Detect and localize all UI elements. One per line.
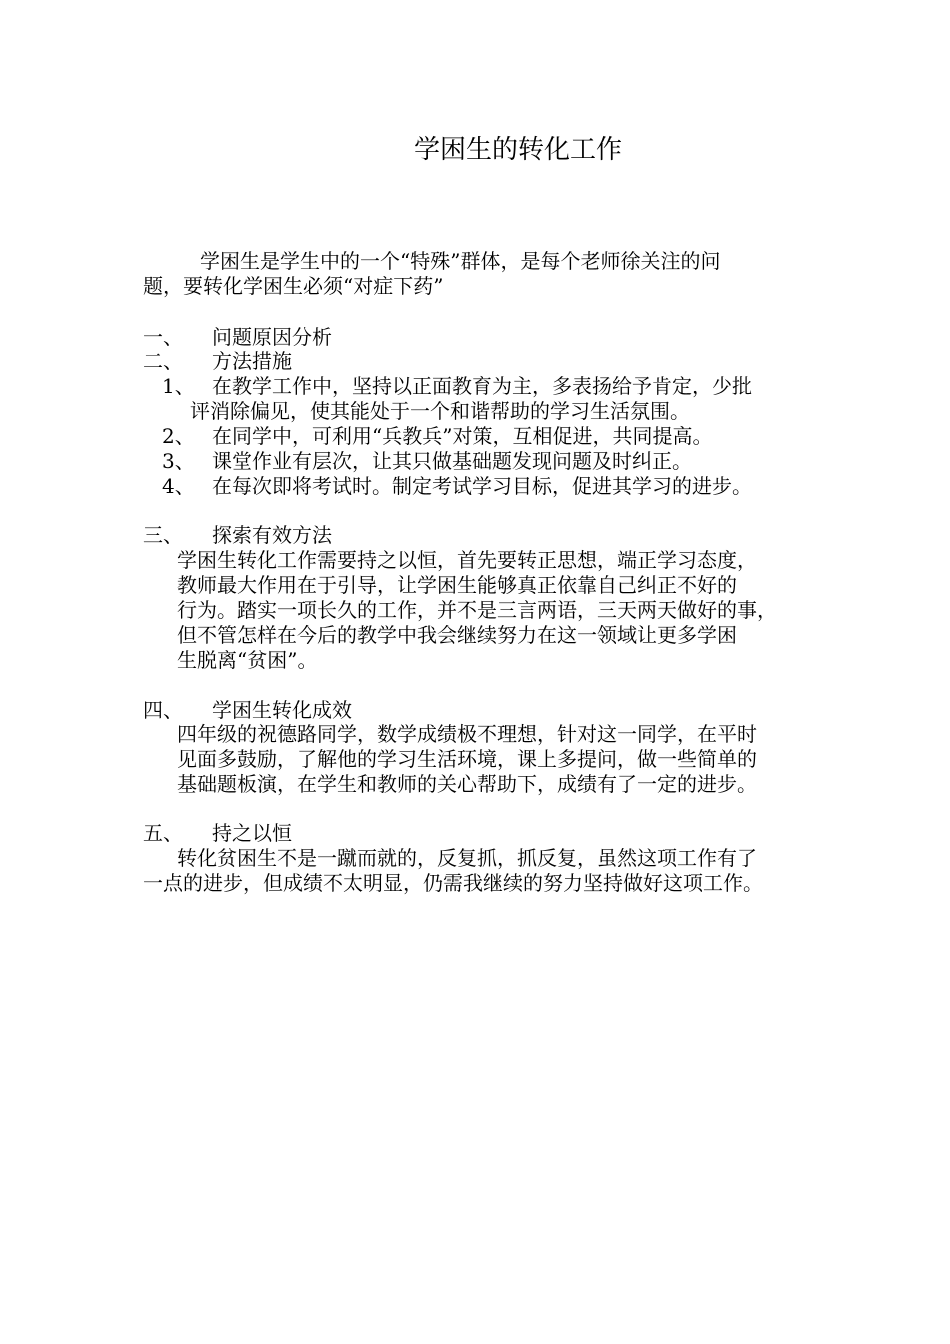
section-5-title: 持之以恒	[212, 821, 292, 845]
list-item-number: 2、	[162, 424, 195, 448]
section-5-line: 一点的进步，但成绩不太明显，仍需我继续的努力坚持做好这项工作。	[143, 871, 763, 895]
list-item-number: 1、	[162, 374, 195, 398]
section-5-heading	[143, 821, 292, 845]
section-5-number: 五、	[143, 821, 183, 845]
section-3-line: 但不管怎样在今后的教学中我会继续努力在这一领域让更多学困	[177, 623, 737, 647]
list-item-number: 3、	[162, 449, 195, 473]
list-item	[162, 424, 712, 448]
list-item-text: 在同学中，可利用“兵教兵”对策，互相促进，共同提高。	[212, 424, 713, 448]
list-item	[162, 474, 752, 498]
section-3-line: 教师最大作用在于引导，让学困生能够真正依靠自己纠正不好的	[177, 573, 737, 597]
section-3-title: 探索有效方法	[212, 523, 332, 547]
section-1-title: 问题原因分析	[212, 325, 332, 349]
list-item-text: 在每次即将考试时。制定考试学习目标，促进其学习的进步。	[212, 474, 752, 498]
section-4-title: 学困生转化成效	[212, 698, 352, 722]
section-5-line: 转化贫困生不是一蹴而就的，反复抓，抓反复，虽然这项工作有了	[177, 846, 757, 870]
section-1-heading	[143, 325, 332, 349]
section-2-title: 方法措施	[212, 349, 292, 373]
section-2-number: 二、	[143, 349, 183, 373]
list-item	[162, 374, 752, 398]
list-item	[162, 449, 692, 473]
list-item-continuation: 评消除偏见，使其能处于一个和谐帮助的学习生活氛围。	[190, 399, 690, 423]
document-title: 学困生的转化工作	[413, 135, 622, 165]
section-3-number: 三、	[143, 523, 183, 547]
section-4-number: 四、	[143, 698, 183, 722]
section-2-heading	[143, 349, 292, 373]
section-3-line: 行为。踏实一项长久的工作，并不是三言两语，三天两天做好的事，	[177, 598, 777, 622]
list-item-number: 4、	[162, 474, 195, 498]
section-4-line: 见面多鼓励，了解他的学习生活环境，课上多提问，做一些简单的	[177, 747, 757, 771]
section-4-heading	[143, 698, 352, 722]
list-item-text: 在教学工作中，坚持以正面教育为主，多表扬给予肯定，少批	[212, 374, 752, 398]
section-3-heading	[143, 523, 332, 547]
intro-line-2: 题，要转化学困生必须“对症下药”	[143, 274, 444, 298]
section-4-line: 四年级的祝德路同学，数学成绩极不理想，针对这一同学，在平时	[177, 722, 757, 746]
section-3-line: 生脱离“贫困”。	[177, 648, 318, 672]
section-1-number: 一、	[143, 325, 183, 349]
section-4-line: 基础题板演，在学生和教师的关心帮助下，成绩有了一定的进步。	[177, 772, 757, 796]
section-3-line: 学困生转化工作需要持之以恒，首先要转正思想，端正学习态度，	[177, 548, 757, 572]
intro-line-1: 学困生是学生中的一个“特殊”群体，是每个老师徐关注的问	[200, 249, 721, 273]
list-item-text: 课堂作业有层次，让其只做基础题发现问题及时纠正。	[212, 449, 692, 473]
